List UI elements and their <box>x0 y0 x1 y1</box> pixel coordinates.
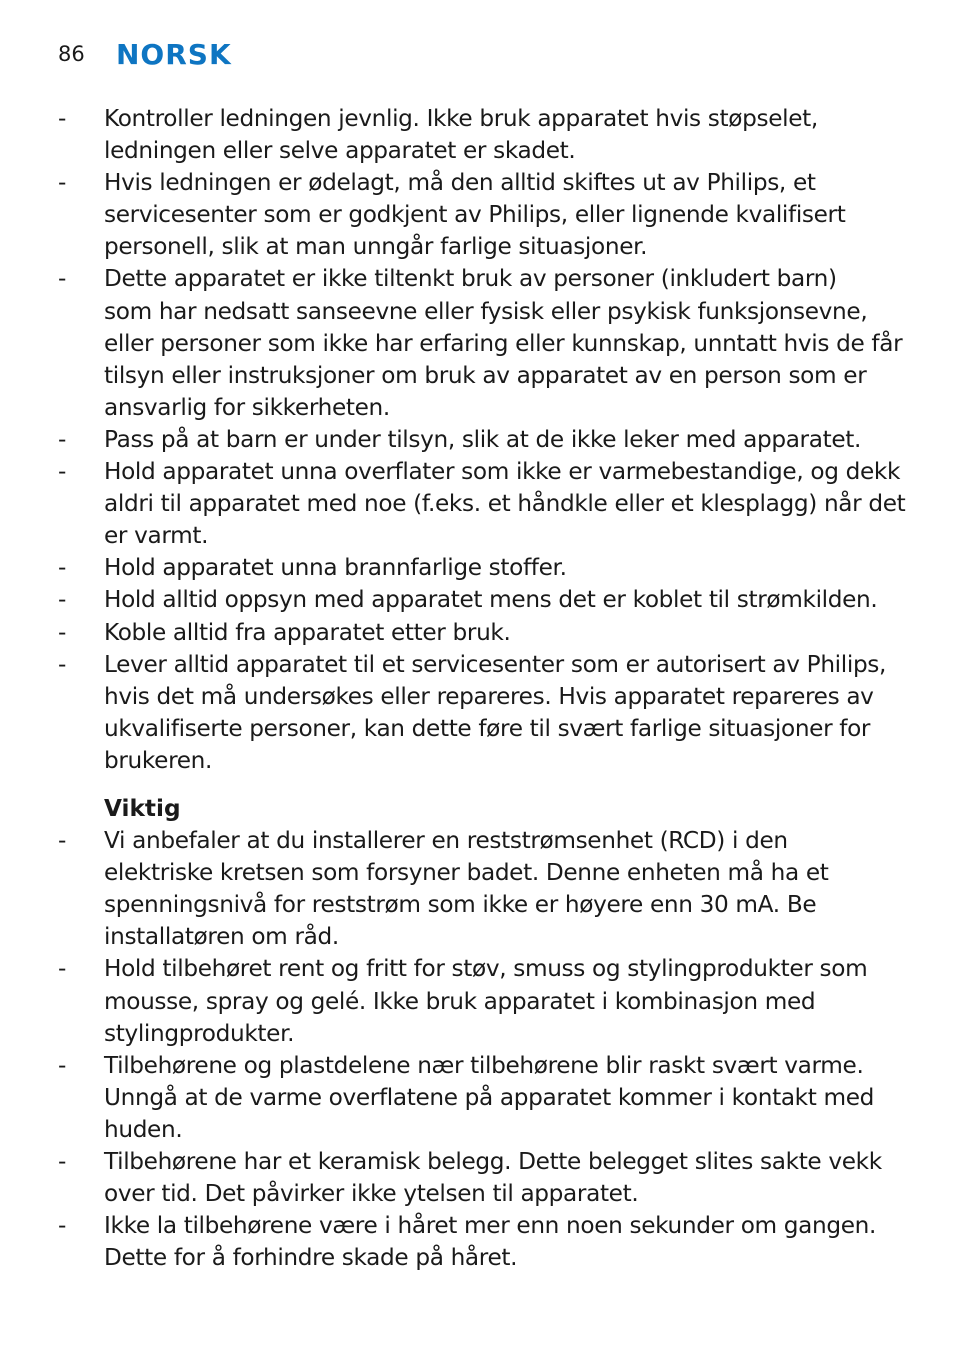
list-item-text: Hvis ledningen er ødelagt, må den alltid skiftes ut av Philips, et servicesenter som er godkjent av Philips, eller lignende kvalifisert personell, slik at man unngår farlige situasjoner. <box>104 169 846 261</box>
bullet-dash: - <box>58 1148 67 1175</box>
list-item <box>58 1146 908 1210</box>
bullet-dash: - <box>58 618 67 646</box>
important-list <box>58 825 908 1274</box>
list-item <box>58 552 908 584</box>
list-item-text: Koble alltid fra apparatet etter bruk. <box>104 618 511 646</box>
important-heading: Viktig <box>104 794 181 822</box>
list-item <box>58 263 908 423</box>
list-item-text: Hold alltid oppsyn med apparatet mens det er koblet til strømkilden. <box>104 586 878 614</box>
bullet-dash: - <box>58 265 67 293</box>
list-item <box>58 584 908 616</box>
list-item-text: Kontroller ledningen jevnlig. Ikke bruk apparatet hvis støpselet, ledningen eller selve apparatet er skadet. <box>104 105 818 165</box>
safety-list <box>58 103 908 777</box>
list-item <box>58 456 908 552</box>
list-item <box>58 953 908 1049</box>
list-item <box>58 103 908 167</box>
list-item-text: Hold tilbehøret rent og fritt for støv, smuss og stylingprodukter som mousse, spray og gelé. Ikke bruk apparatet i kombinasjon med stylingprodukter. <box>104 955 868 1047</box>
list-item <box>58 1210 908 1274</box>
list-item-text: Ikke la tilbehørene være i håret mer enn noen sekunder om gangen. Dette for å forhindre skade på håret. <box>104 1212 877 1272</box>
page-header <box>58 36 232 72</box>
bullet-dash: - <box>58 827 67 855</box>
bullet-dash: - <box>58 955 67 983</box>
bullet-dash: - <box>58 425 67 453</box>
list-item-text: Vi anbefaler at du installerer en reststrømsenhet (RCD) i den elektriske kretsen som forsyner badet. Denne enheten må ha et spenningsnivå for reststrøm som ikke er høyere enn 30 mA. Be installatøren om råd. <box>104 827 829 951</box>
bullet-dash: - <box>58 1212 67 1240</box>
list-item-text: Dette apparatet er ikke tiltenkt bruk av personer (inkludert barn) som har nedsatt sanseevne eller fysisk eller psykisk funksjonsevne, eller personer som ikke har erfaring eller kunnskap, unntatt hvis de får tilsyn eller instruksjoner om bruk av apparatet av en person som er ansvarlig for sikkerheten. <box>104 265 903 421</box>
bullet-dash: - <box>58 1051 67 1079</box>
list-item-text: Lever alltid apparatet til et servicesenter som er autorisert av Philips, hvis det må undersøkes eller repareres. Hvis apparatet repareres av ukvalifiserte personer, kan dette føre til svært farlige situasjoner for brukeren. <box>104 650 887 774</box>
list-item-text: Tilbehørene har et keramisk belegg. Dette belegget slites sakte vekk over tid. Det påvirker ikke ytelsen til apparatet. <box>104 1148 882 1208</box>
page-number: 86 <box>58 42 85 66</box>
list-item-text: Tilbehørene og plastdelene nær tilbehørene blir raskt svært varme. Unngå at de varme overflatene på apparatet kommer i kontakt med huden. <box>104 1051 875 1143</box>
list-item <box>58 617 908 649</box>
bullet-dash: - <box>58 554 67 582</box>
list-item <box>58 825 908 953</box>
list-item <box>58 1050 908 1146</box>
bullet-dash: - <box>58 650 67 678</box>
list-item <box>58 649 908 777</box>
bullet-dash: - <box>58 169 67 197</box>
bullet-dash: - <box>58 458 67 486</box>
list-item-text: Hold apparatet unna brannfarlige stoffer. <box>104 554 567 582</box>
list-item <box>58 424 908 456</box>
list-item-text: Hold apparatet unna overflater som ikke er varmebestandige, og dekk aldri til apparatet med noe (f.eks. et håndkle eller et klesplagg) når det er varmt. <box>104 458 906 550</box>
bullet-dash: - <box>58 105 67 132</box>
list-item-text: Pass på at barn er under tilsyn, slik at de ikke leker med apparatet. <box>104 425 862 453</box>
bullet-dash: - <box>58 586 67 614</box>
section-title: NORSK <box>116 37 232 71</box>
list-item <box>58 167 908 263</box>
page-content <box>58 103 908 1274</box>
